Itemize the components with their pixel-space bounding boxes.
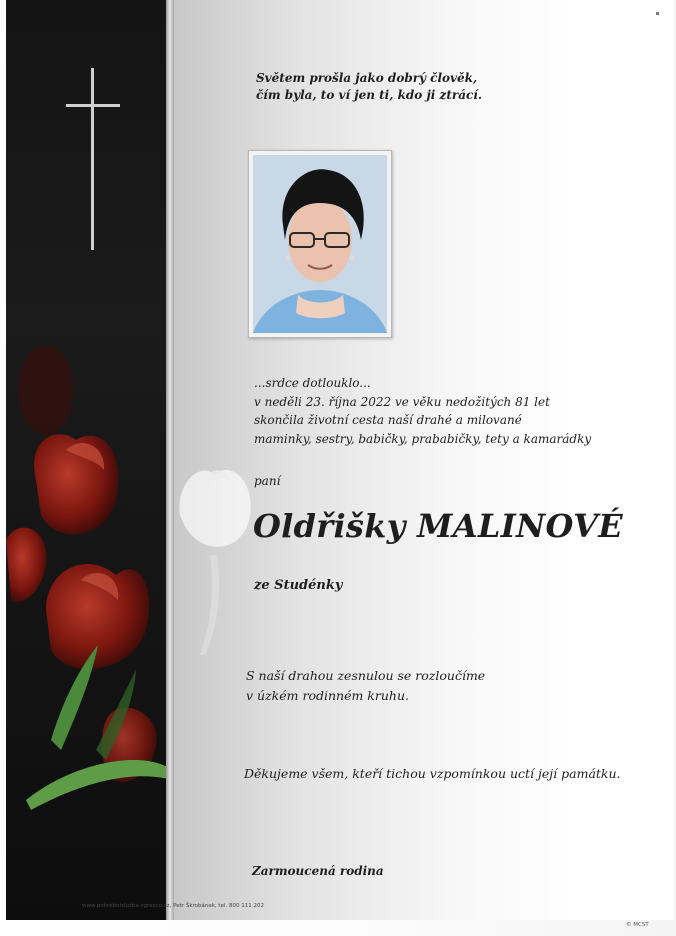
farewell-line-1: S naší drahou zesnulou se rozloučíme [246,668,486,683]
farewell-line-2: v úzkém rodinném kruhu. [246,687,409,703]
honorific: paní [254,474,281,488]
corner-mark [656,12,659,15]
cross-icon [66,68,120,252]
footer-contact: www.pohrebnisluzba-zgrescu.cz, Petr Škrobánek, tel. 800 111 202 [82,903,264,909]
motto-line-2: čím byla, to ví jen ti, kdo ji ztrácí. [256,88,483,102]
announcement-line-4: maminky, sestry, babičky, prababičky, tety a kamarádky [254,431,592,446]
copyright: © MCST [626,922,649,928]
thanks-text: Děkujeme všem, kteří tichou vzpomínkou uctí její památku. [244,766,621,781]
deceased-name: Oldřišky MALINOVÉ [253,507,623,545]
announcement-line-3: skončila životní cesta naší drahé a milované [254,413,522,427]
announcement-text [254,374,591,448]
announcement-line-2: v neděli 23. října 2022 ve věku nedožitých 81 let [254,394,550,409]
farewell-text [246,666,485,705]
signature: Zarmoucená rodina [252,864,384,878]
origin-text: ze Studénky [254,578,343,593]
portrait-photo [248,150,392,338]
faded-tulip-image [170,455,260,655]
portrait-image [253,155,387,333]
tulip-bouquet-image [6,330,166,850]
announcement-line-1: ...srdce dotlouklo... [254,376,371,390]
dark-side-band [6,0,166,920]
motto-line-1: Světem prošla jako dobrý člověk, [256,71,478,85]
motto [256,70,482,104]
